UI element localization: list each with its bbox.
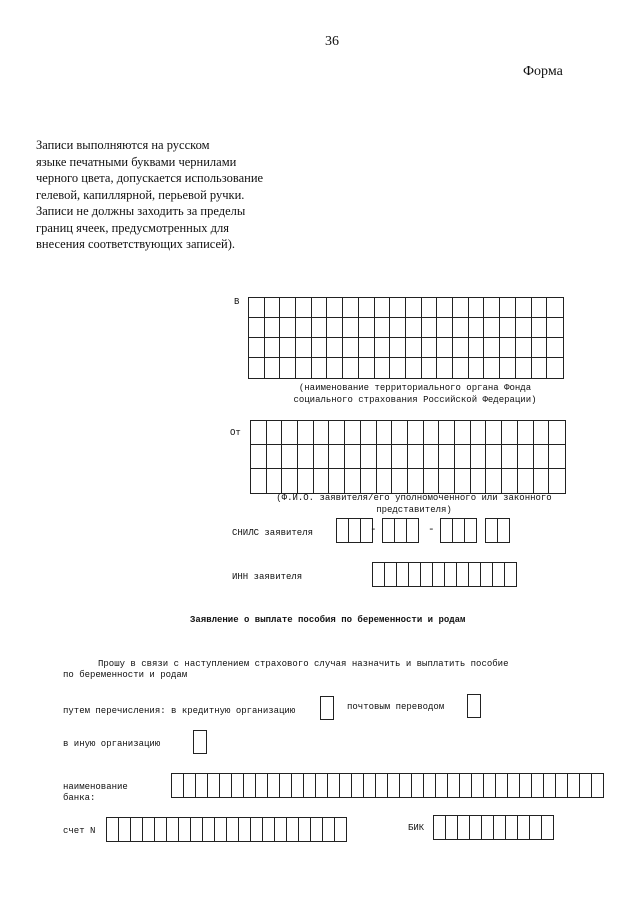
letter-cell[interactable]: [392, 421, 408, 445]
letter-cell[interactable]: [282, 469, 298, 493]
letter-cell[interactable]: [486, 421, 502, 445]
snils-label: СНИЛС заявителя: [232, 528, 314, 538]
bank-name-field[interactable]: [171, 773, 604, 798]
instruction-line: языке печатными буквами чернилами: [36, 154, 237, 169]
letter-cell[interactable]: [296, 318, 312, 338]
letter-cell[interactable]: [406, 338, 422, 358]
snils-field-2[interactable]: [382, 518, 419, 543]
letter-cell[interactable]: [549, 469, 565, 493]
letter-cell[interactable]: [267, 469, 283, 493]
letter-cell[interactable]: [298, 469, 314, 493]
page-number: 36: [325, 34, 339, 49]
postal-label: почтовым переводом: [347, 702, 445, 712]
letter-cell[interactable]: [516, 318, 532, 338]
instructions-block: [36, 137, 263, 253]
letter-cell[interactable]: [327, 298, 343, 318]
letter-cell[interactable]: [267, 421, 283, 445]
bank-label: наименование банка:: [63, 782, 128, 803]
letter-cell[interactable]: [455, 469, 471, 493]
letter-cell[interactable]: [361, 421, 377, 445]
account-field[interactable]: [106, 817, 347, 842]
letter-cell[interactable]: [486, 469, 502, 493]
snils-field-1[interactable]: [336, 518, 373, 543]
from-prefix: От: [230, 428, 241, 438]
letter-cell[interactable]: [298, 421, 314, 445]
letter-cell[interactable]: [484, 298, 500, 318]
letter-cell[interactable]: [518, 469, 534, 493]
letter-cell[interactable]: [500, 318, 516, 338]
letter-cell[interactable]: [312, 338, 328, 358]
letter-cell[interactable]: [424, 469, 440, 493]
letter-cell[interactable]: [549, 445, 565, 469]
snils-field-3[interactable]: [440, 518, 477, 543]
letter-cell[interactable]: [406, 358, 422, 378]
letter-cell[interactable]: [390, 318, 406, 338]
letter-cell[interactable]: [406, 318, 422, 338]
letter-cell[interactable]: [518, 421, 534, 445]
letter-cell[interactable]: [377, 445, 393, 469]
letter-cell[interactable]: [408, 421, 424, 445]
letter-cell[interactable]: [343, 298, 359, 318]
letter-cell[interactable]: [249, 318, 265, 338]
letter-cell[interactable]: [408, 445, 424, 469]
letter-cell[interactable]: [547, 358, 563, 378]
letter-cell[interactable]: [377, 421, 393, 445]
letter-cell[interactable]: [296, 338, 312, 358]
letter-cell[interactable]: [469, 358, 485, 378]
bik-field[interactable]: [433, 815, 554, 840]
letter-cell[interactable]: [375, 338, 391, 358]
snils-dash: -: [370, 524, 377, 536]
other-org-checkbox[interactable]: [193, 730, 207, 754]
letter-cell[interactable]: [343, 338, 359, 358]
letter-cell[interactable]: [314, 469, 330, 493]
letter-cell[interactable]: [500, 298, 516, 318]
letter-cell[interactable]: [469, 338, 485, 358]
letter-cell[interactable]: [424, 421, 440, 445]
letter-cell[interactable]: [359, 338, 375, 358]
letter-cell[interactable]: [298, 445, 314, 469]
letter-cell[interactable]: [312, 298, 328, 318]
letter-cell[interactable]: [282, 445, 298, 469]
letter-cell[interactable]: [516, 358, 532, 378]
letter-cell[interactable]: [437, 358, 453, 378]
letter-cell[interactable]: [406, 298, 422, 318]
letter-cell[interactable]: [437, 338, 453, 358]
request-line-2: по беременности и родам: [63, 670, 188, 680]
letter-cell[interactable]: [439, 469, 455, 493]
letter-cell[interactable]: [361, 469, 377, 493]
document-title: Заявление о выплате пособия по беременности и родам: [190, 615, 466, 625]
letter-cell[interactable]: [343, 318, 359, 338]
letter-cell[interactable]: [359, 298, 375, 318]
letter-cell[interactable]: [549, 421, 565, 445]
letter-cell[interactable]: [453, 298, 469, 318]
recipient-caption: (наименование территориального органа Фонда социального страхования Российской Федерации): [293, 383, 537, 405]
bik-label: БИК: [408, 823, 425, 833]
letter-cell[interactable]: [265, 298, 281, 318]
letter-cell[interactable]: [547, 298, 563, 318]
letter-cell[interactable]: [534, 421, 550, 445]
letter-cell[interactable]: [453, 358, 469, 378]
letter-cell[interactable]: [532, 358, 548, 378]
instruction-line: Записи выполняются на русском: [36, 138, 210, 152]
letter-cell[interactable]: [439, 421, 455, 445]
letter-cell[interactable]: [502, 421, 518, 445]
recipient-grid[interactable]: [248, 297, 564, 379]
request-line-1: Прошу в связи с наступлением страхового случая назначить и выплатить пособие: [98, 659, 509, 669]
letter-cell[interactable]: [469, 298, 485, 318]
letter-cell[interactable]: [547, 338, 563, 358]
inn-label: ИНН заявителя: [232, 572, 303, 582]
letter-cell[interactable]: [251, 469, 267, 493]
letter-cell[interactable]: [439, 445, 455, 469]
letter-cell[interactable]: [375, 298, 391, 318]
letter-cell[interactable]: [312, 358, 328, 378]
letter-cell[interactable]: [312, 318, 328, 338]
letter-cell[interactable]: [500, 358, 516, 378]
credit-org-checkbox[interactable]: [320, 696, 334, 720]
letter-cell[interactable]: [265, 318, 281, 338]
letter-cell[interactable]: [422, 298, 438, 318]
letter-cell[interactable]: [280, 318, 296, 338]
letter-cell[interactable]: [471, 421, 487, 445]
letter-cell[interactable]: [345, 445, 361, 469]
letter-cell[interactable]: [486, 445, 502, 469]
letter-cell[interactable]: [343, 358, 359, 378]
letter-cell[interactable]: [471, 445, 487, 469]
letter-cell[interactable]: [424, 445, 440, 469]
letter-cell[interactable]: [361, 445, 377, 469]
letter-cell[interactable]: [422, 318, 438, 338]
letter-cell[interactable]: [359, 318, 375, 338]
snils-field-4[interactable]: [485, 518, 510, 543]
letter-cell[interactable]: [377, 469, 393, 493]
applicant-grid[interactable]: [250, 420, 566, 494]
letter-cell[interactable]: [267, 445, 283, 469]
letter-cell[interactable]: [455, 421, 471, 445]
letter-cell[interactable]: [280, 358, 296, 378]
letter-cell[interactable]: [502, 469, 518, 493]
letter-cell[interactable]: [251, 445, 267, 469]
letter-cell[interactable]: [280, 338, 296, 358]
letter-cell[interactable]: [392, 445, 408, 469]
inn-field[interactable]: [372, 562, 517, 587]
letter-cell[interactable]: [453, 318, 469, 338]
instruction-line: черного цвета, допускается использование: [36, 171, 264, 185]
letter-cell[interactable]: [280, 298, 296, 318]
letter-cell[interactable]: [516, 338, 532, 358]
letter-cell[interactable]: [453, 338, 469, 358]
letter-cell[interactable]: [392, 469, 408, 493]
letter-cell[interactable]: [437, 318, 453, 338]
letter-cell[interactable]: [249, 338, 265, 358]
letter-cell[interactable]: [518, 445, 534, 469]
letter-cell[interactable]: [265, 338, 281, 358]
instruction-line: Записи не должны заходить за пределы: [36, 204, 246, 218]
letter-cell[interactable]: [437, 298, 453, 318]
letter-cell[interactable]: [327, 318, 343, 338]
letter-cell[interactable]: [327, 338, 343, 358]
letter-cell[interactable]: [390, 298, 406, 318]
letter-cell[interactable]: [455, 445, 471, 469]
instruction-line: границ ячеек, предусмотренных для: [36, 220, 229, 235]
letter-cell[interactable]: [516, 298, 532, 318]
letter-cell[interactable]: [265, 358, 281, 378]
to-prefix: В: [234, 297, 240, 307]
letter-cell[interactable]: [282, 421, 298, 445]
letter-cell[interactable]: [547, 318, 563, 338]
letter-cell[interactable]: [249, 298, 265, 318]
letter-cell[interactable]: [329, 421, 345, 445]
letter-cell[interactable]: [408, 469, 424, 493]
snils-dash: -: [428, 524, 435, 536]
letter-cell[interactable]: [314, 445, 330, 469]
transfer-credit-label: путем перечисления: в кредитную организацию: [63, 706, 296, 716]
instruction-line: гелевой, капиллярной, перьевой ручки.: [36, 187, 245, 202]
instruction-line: внесения соответствующих записей).: [36, 237, 235, 251]
letter-cell[interactable]: [422, 358, 438, 378]
letter-cell[interactable]: [375, 318, 391, 338]
letter-cell[interactable]: [249, 358, 265, 378]
letter-cell[interactable]: [329, 445, 345, 469]
letter-cell[interactable]: [532, 338, 548, 358]
account-label: счет N: [63, 826, 96, 836]
letter-cell[interactable]: [359, 358, 375, 378]
letter-cell[interactable]: [469, 318, 485, 338]
letter-cell[interactable]: [532, 298, 548, 318]
letter-cell[interactable]: [375, 358, 391, 378]
letter-cell[interactable]: [251, 421, 267, 445]
letter-cell[interactable]: [296, 358, 312, 378]
letter-cell[interactable]: [484, 358, 500, 378]
letter-cell[interactable]: [327, 358, 343, 378]
letter-cell[interactable]: [534, 469, 550, 493]
letter-cell[interactable]: [390, 358, 406, 378]
letter-cell[interactable]: [484, 318, 500, 338]
letter-cell[interactable]: [534, 445, 550, 469]
other-org-label: в иную организацию: [63, 739, 161, 749]
letter-cell[interactable]: [314, 421, 330, 445]
postal-checkbox[interactable]: [467, 694, 481, 718]
letter-cell[interactable]: [484, 338, 500, 358]
letter-cell[interactable]: [296, 298, 312, 318]
letter-cell[interactable]: [532, 318, 548, 338]
letter-cell[interactable]: [471, 469, 487, 493]
letter-cell[interactable]: [345, 421, 361, 445]
letter-cell[interactable]: [345, 469, 361, 493]
form-label: Форма: [523, 64, 563, 79]
letter-cell[interactable]: [390, 338, 406, 358]
letter-cell[interactable]: [502, 445, 518, 469]
letter-cell[interactable]: [422, 338, 438, 358]
applicant-caption: (Ф.И.О. заявителя/его уполномоченного или законного представителя): [276, 493, 552, 515]
letter-cell[interactable]: [329, 469, 345, 493]
letter-cell[interactable]: [500, 338, 516, 358]
